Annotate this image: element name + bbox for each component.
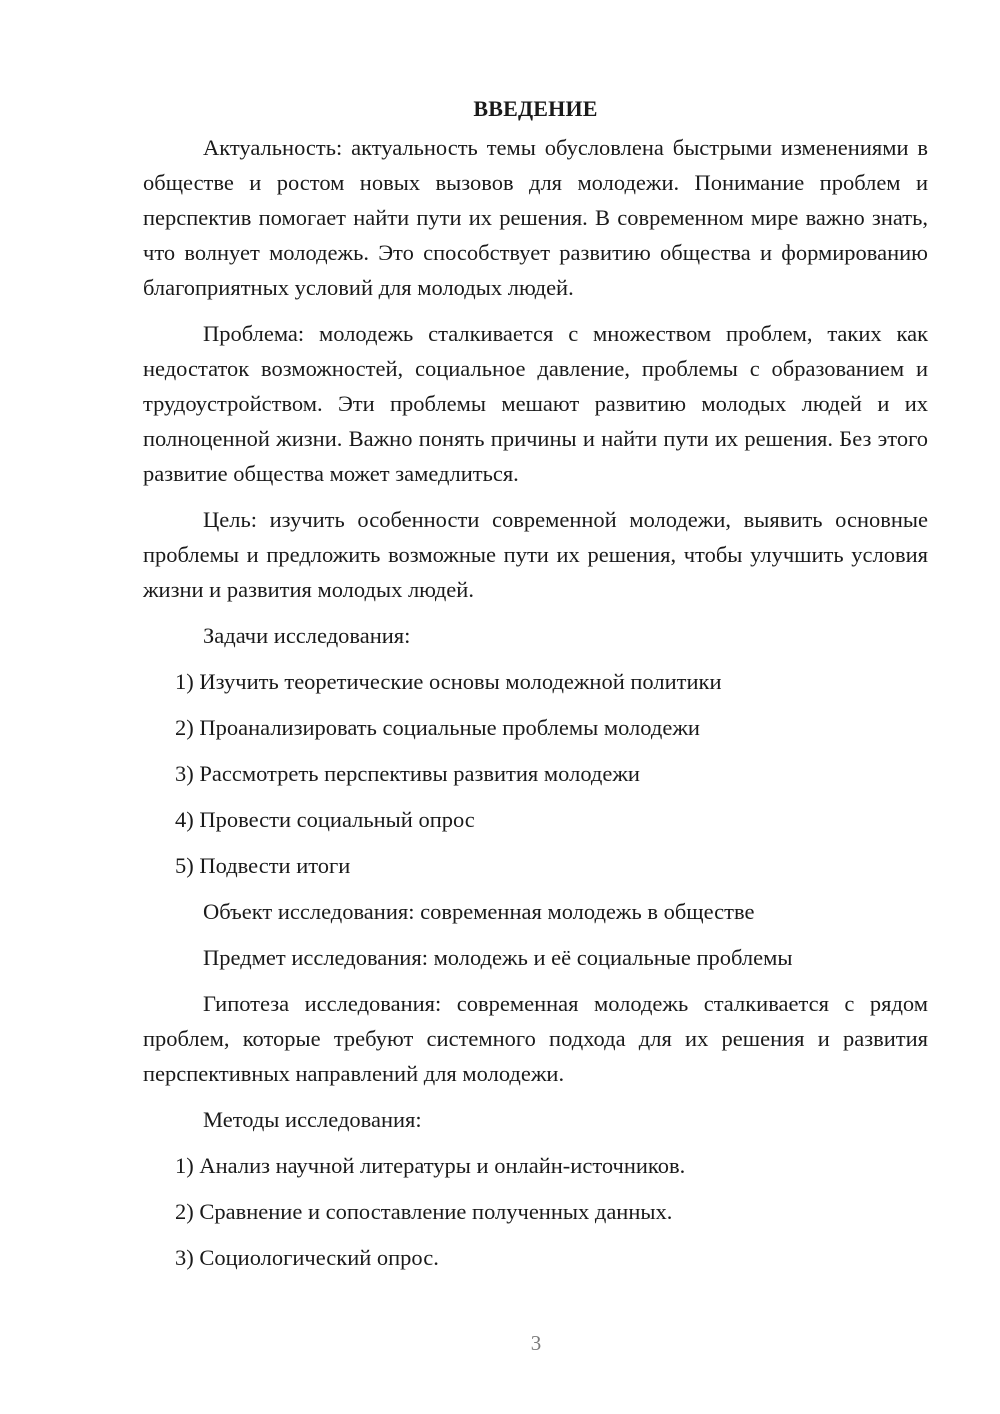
list-item: 2) Проанализировать социальные проблемы молодежи bbox=[175, 715, 700, 740]
list-item: 1) Анализ научной литературы и онлайн-источников. bbox=[175, 1153, 686, 1178]
subject-paragraph: Предмет исследования: молодежь и её социальные проблемы bbox=[203, 945, 793, 970]
problem-paragraph: Проблема: молодежь сталкивается с множеством проблем, таких как недостаток возможностей, социальное давление, проблемы с образованием и трудоустройством. Эти проблемы мешают развитию молодых людей и их полноценной жизни. Важно понять причины и найти пути их решения. Без этого развитие общества может замедлиться. bbox=[143, 321, 928, 486]
tasks-list bbox=[143, 664, 928, 883]
list-item: 3) Рассмотреть перспективы развития молодежи bbox=[175, 761, 640, 786]
list-item: 1) Изучить теоретические основы молодежной политики bbox=[175, 669, 722, 694]
list-item: 2) Сравнение и сопоставление полученных данных. bbox=[175, 1199, 673, 1224]
relevance-paragraph: Актуальность: актуальность темы обусловлена быстрыми изменениями в обществе и ростом новых вызовов для молодежи. Понимание проблем и перспектив помогает найти пути их решения. В современном мире важно знать, что волнует молодежь. Это способствует развитию общества и формированию благоприятных условий для молодых людей. bbox=[143, 135, 928, 300]
list-item: 5) Подвести итоги bbox=[175, 853, 351, 878]
document-title: ВВЕДЕНИЕ bbox=[473, 96, 598, 121]
goal-paragraph: Цель: изучить особенности современной молодежи, выявить основные проблемы и предложить возможные пути их решения, чтобы улучшить условия жизни и развития молодых людей. bbox=[143, 507, 928, 602]
methods-heading: Методы исследования: bbox=[203, 1107, 422, 1132]
page-number: 3 bbox=[530, 1331, 542, 1355]
list-item: 3) Социологический опрос. bbox=[175, 1245, 439, 1270]
methods-list bbox=[143, 1148, 928, 1275]
tasks-heading: Задачи исследования: bbox=[203, 623, 411, 648]
object-paragraph: Объект исследования: современная молодежь в обществе bbox=[203, 899, 755, 924]
document-page bbox=[143, 92, 928, 1286]
list-item: 4) Провести социальный опрос bbox=[175, 807, 475, 832]
hypothesis-paragraph: Гипотеза исследования: современная молодежь сталкивается с рядом проблем, которые требуют системного подхода для их решения и развития перспективных направлений для молодежи. bbox=[143, 991, 928, 1086]
